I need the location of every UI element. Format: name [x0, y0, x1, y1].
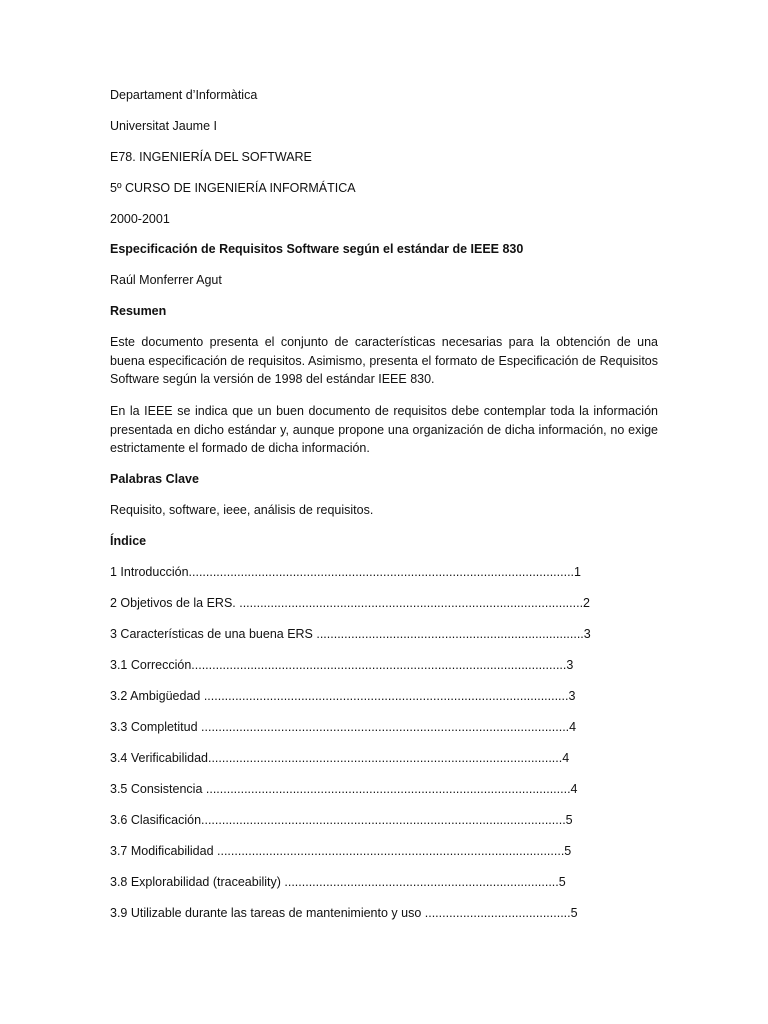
- course-code-line: E78. INGENIERÍA DEL SOFTWARE: [110, 150, 312, 164]
- toc-entry: 3.3 Completitud ..........................................................................................................4: [110, 720, 577, 734]
- keywords-text: Requisito, software, ieee, análisis de requisitos.: [110, 503, 374, 517]
- author-name: Raúl Monferrer Agut: [110, 273, 222, 287]
- toc-entry: 3.1 Corrección............................................................................................................3: [110, 658, 574, 672]
- abstract-heading: Resumen: [110, 304, 167, 318]
- toc-entry: 1 Introducción...............................................................................................................1: [110, 565, 581, 579]
- document-title: Especificación de Requisitos Software según el estándar de IEEE 830: [110, 242, 524, 256]
- toc-entry: 3.2 Ambigüedad .........................................................................................................3: [110, 689, 576, 703]
- keywords-heading: Palabras Clave: [110, 472, 199, 486]
- toc-entry: 3.6 Clasificación.........................................................................................................5: [110, 813, 573, 827]
- department-line: Departament d’Informàtica: [110, 88, 258, 102]
- toc-entry: 3.7 Modificabilidad ....................................................................................................5: [110, 844, 572, 858]
- toc-entry: 3.8 Explorabilidad (traceability) ...............................................................................5: [110, 875, 566, 889]
- abstract-paragraph-1: Este documento presenta el conjunto de características necesarias para la obtención de una buena especificación de requisitos. Asimismo, presenta el formato de Especificación de Requisitos Software según la versión de 1998 del estándar IEEE 830.: [110, 335, 658, 386]
- toc-entry: 3.5 Consistencia .........................................................................................................4: [110, 782, 578, 796]
- course-year-line: 5º CURSO DE INGENIERÍA INFORMÁTICA: [110, 181, 356, 195]
- abstract-paragraph-2: En la IEEE se indica que un buen documento de requisitos debe contemplar toda la información presentada en dicho estándar y, aunque propone una organización de dicha información, no exige estrictamente el formado de dicha información.: [110, 404, 658, 455]
- toc-heading: Índice: [110, 534, 147, 548]
- toc-entry: 2 Objetivos de la ERS. ...................................................................................................2: [110, 596, 590, 610]
- university-line: Universitat Jaume I: [110, 119, 217, 133]
- toc-entry: 3.9 Utilizable durante las tareas de mantenimiento y uso ..........................................5: [110, 906, 578, 920]
- toc-entry: 3.4 Verificabilidad......................................................................................................4: [110, 751, 570, 765]
- academic-year-line: 2000-2001: [110, 212, 170, 226]
- toc-entry: 3 Características de una buena ERS .............................................................................3: [110, 627, 591, 641]
